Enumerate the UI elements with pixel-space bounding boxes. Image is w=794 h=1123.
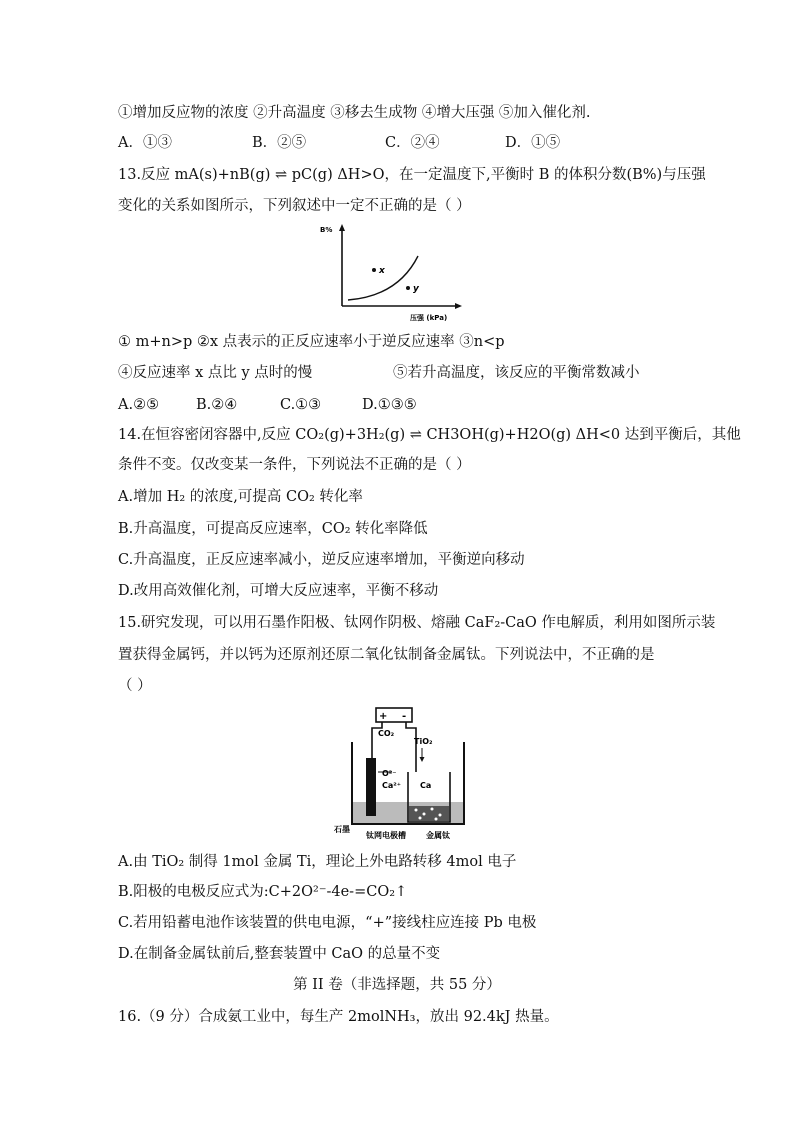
o2-ion-label: O²⁻ (382, 769, 397, 778)
option-b: B．②⑤ (252, 135, 307, 151)
ca2-ion-label: Ca²⁺ (382, 781, 401, 790)
option-a: A．①③ (118, 135, 172, 151)
q15-option-b: B.阳极的电极反应式为:C+2O²⁻-4e-=CO₂↑ (118, 884, 408, 900)
y-axis-arrow (339, 224, 345, 231)
x-axis-label: 压强 (kPa) (410, 314, 448, 322)
q15-stem-line2: 置获得金属钙，并以钙为还原剂还原二氧化钛制备金属钛。下列说法中，不正确的是 (118, 647, 655, 663)
point-y-label: y (413, 284, 419, 294)
q14-option-d: D.改用高效催化剂，可增大反应速率，平衡不移动 (118, 583, 439, 599)
q13-option-a: A.②⑤ (118, 397, 160, 413)
point-x-label: x (379, 266, 385, 276)
q13-option-c: C.①③ (280, 397, 322, 413)
option-d: D．①⑤ (505, 135, 561, 151)
minus-terminal: - (402, 711, 407, 722)
q15-figure (330, 706, 474, 842)
q13-figure (318, 222, 468, 324)
q13-statements-line1: ① m+n>p ②x 点表示的正反应速率小于逆反应速率 ③n<p (118, 334, 505, 350)
wire-left (372, 722, 382, 758)
point-x (372, 268, 376, 272)
q15-option-c: C.若用铅蓄电池作该装置的供电电源，“+”接线柱应连接 Pb 电极 (118, 915, 537, 931)
option-c: C．②④ (385, 135, 440, 151)
curve (348, 256, 418, 300)
q13-stem-line1: 13.反应 mA(s)+nB(g) ⇌ pC(g) ΔH>O，在一定温度下,平衡时 B 的体积分数(B%)与压强 (118, 167, 706, 183)
co2-label: CO₂ (378, 729, 395, 738)
q13-statement-5: ⑤若升高温度，该反应的平衡常数减小 (393, 365, 640, 381)
q15-stem-line3: （ ） (118, 678, 152, 694)
plus-terminal: + (379, 711, 388, 722)
q14-stem-line1: 14.在恒容密闭容器中,反应 CO₂(g)+3H₂(g) ⇌ CH3OH(g)+H2O(g) ΔH<0 达到平衡后，其他 (118, 427, 741, 443)
q15-stem-line1: 15.研究发现，可以用石墨作阳极、钛网作阴极、熔融 CaF₂-CaO 作电解质，利用如图所示装 (118, 615, 716, 631)
graphite-label: 石墨 (334, 825, 350, 834)
q13-statement-4: ④反应速率 x 点比 y 点时的慢 (118, 365, 313, 381)
q14-option-b: B.升高温度，可提高反应速率，CO₂ 转化率降低 (118, 521, 428, 537)
cathode-label: 钛网电极槽 (366, 831, 406, 840)
titanium-label: 金属钛 (426, 831, 450, 840)
x-axis-arrow (455, 303, 462, 309)
conditions-text: ①增加反应物的浓度 ②升高温度 ③移去生成物 ④增大压强 ⑤加入催化剂. (118, 105, 591, 121)
q14-option-a: A.增加 H₂ 的浓度,可提高 CO₂ 转化率 (118, 489, 363, 505)
q15-option-d: D.在制备金属钛前后,整套装置中 CaO 的总量不变 (118, 946, 441, 962)
wire-right (406, 722, 416, 772)
ca-label: Ca (420, 781, 432, 790)
titanium-deposit (409, 806, 449, 821)
tio2-label: TiO₂ (414, 737, 433, 746)
q13-option-d: D.①③⑤ (362, 397, 417, 413)
q13-stem-line2: 变化的关系如图所示，下列叙述中一定不正确的是（ ） (118, 198, 471, 214)
graphite-electrode (366, 758, 376, 816)
y-axis-label: B% (320, 226, 333, 234)
q14-option-c: C.升高温度，正反应速率减小，逆反应速率增加，平衡逆向移动 (118, 552, 525, 568)
point-y (406, 286, 410, 290)
q15-option-a: A.由 TiO₂ 制得 1mol 金属 Ti，理论上外电路转移 4mol 电子 (118, 854, 517, 870)
section-2-heading: 第 II 卷（非选择题，共 55 分） (293, 977, 501, 993)
q16-stem: 16.（9 分）合成氨工业中，每生产 2molNH₃，放出 92.4kJ 热量。 (118, 1009, 559, 1025)
q14-stem-line2: 条件不变。仅改变某一条件，下列说法不正确的是（ ） (118, 457, 471, 473)
q13-option-b: B.②④ (196, 397, 238, 413)
